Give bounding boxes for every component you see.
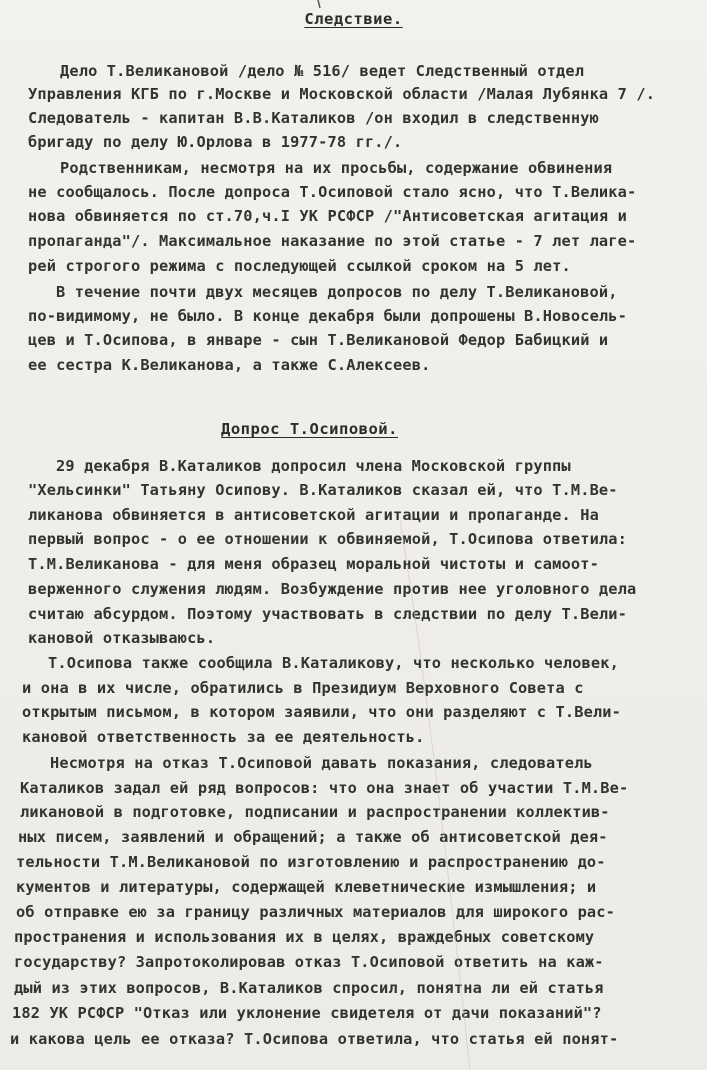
text-line: цев и Т.Осипова, в январе - сын Т.Великановой Федор Бабицкий и xyxy=(28,331,609,349)
text-line: кановой отказываюсь. xyxy=(28,629,216,647)
text-line: дый из этих вопросов, В.Каталиков спросил, понятна ли ей статья xyxy=(14,979,604,997)
text-line: пропаганда"/. Максимальное наказание по этой статье - 7 лет лаге- xyxy=(28,232,637,250)
text-line: и она в их числе, обратились в Президиум Верховного Совета с xyxy=(22,679,584,697)
text-line: считаю абсурдом. Поэтому участвовать в следствии по делу Т.Вели- xyxy=(28,605,628,623)
text-line: Т.Осипова также сообщила В.Каталикову, что несколько человек, xyxy=(48,654,619,672)
text-line: открытым письмом, в котором заявили, что они разделяют с Т.Вели- xyxy=(22,703,622,721)
text-line: ных писем, заявлений и обращений; а также об антисоветской дея- xyxy=(18,828,608,846)
text-line: ее сестра К.Великанова, а также С.Алексеев. xyxy=(28,356,431,374)
text-line: 182 УК РСФСР "Отказ или уклонение свидетеля от дачи показаний"? xyxy=(12,1004,602,1022)
text-line: В течение почти двух месяцев допросов по делу Т.Великановой, xyxy=(56,283,618,301)
text-line: пространения и использования их в целях, враждебных советскому xyxy=(14,928,595,946)
text-line: Дело Т.Великановой /дело № 516/ ведет Следственный отдел xyxy=(60,62,585,80)
text-line: Управления КГБ по г.Москве и Московской области /Малая Лубянка 7 /. xyxy=(28,85,656,103)
text-line: ликанова обвиняется в антисоветской агитации и пропаганде. На xyxy=(28,506,599,524)
text-line: ликановой в подготовке, подписании и распространении коллектив- xyxy=(20,803,610,821)
text-line: кументов и литературы, содержащей клеветнические измышления; и xyxy=(16,878,597,896)
section-heading-interrogation: Допрос Т.Осиповой. xyxy=(221,420,398,438)
text-line: Следователь - капитан В.В.Каталиков /он входил в следственную xyxy=(28,109,599,127)
text-line: 29 декабря В.Каталиков допросил члена Московской группы xyxy=(56,457,571,475)
text-line: "Хельсинки" Татьяну Осипову. В.Каталиков сказал ей, что Т.М.Ве- xyxy=(28,481,618,499)
text-line: и какова цель ее отказа? Т.Осипова ответила, что статья ей понят- xyxy=(10,1030,619,1048)
text-line: кановой ответственность за ее деятельность. xyxy=(22,728,425,746)
section-heading-investigation: Следствие. xyxy=(304,10,403,28)
text-line: об отправке ею за границу различных материалов для широкого рас- xyxy=(16,903,616,921)
text-line: Т.М.Великанова - для меня образец моральной чистоты и самоот- xyxy=(28,555,599,573)
text-line: государству? Запротоколировав отказ Т.Осиповой ответить на каж- xyxy=(14,953,604,971)
text-line: Родственникам, несмотря на их просьбы, содержание обвинения xyxy=(60,159,613,177)
text-line: Каталиков задал ей ряд вопросов: что она знает об участии Т.М.Ве- xyxy=(20,779,629,797)
text-line: по-видимому, не было. В конце декабря были допрошены В.Новосель- xyxy=(28,307,628,325)
text-line: рей строгого режима с последующей ссылкой сроком на 5 лет. xyxy=(28,257,571,275)
text-line: бригаду по делу Ю.Орлова в 1977-78 гг./. xyxy=(28,133,403,151)
text-line: Несмотря на отказ Т.Осиповой давать показания, следователь xyxy=(50,754,593,772)
text-line: нова обвиняется по ст.70,ч.I УК РСФСР /"Антисоветская агитация и xyxy=(28,207,628,225)
text-line: верженного служения людям. Возбуждение против нее уголовного дела xyxy=(28,580,637,598)
text-line: не сообщалось. После допроса Т.Осиповой стало ясно, что Т.Велика- xyxy=(28,183,637,201)
text-line: тельности Т.М.Великановой по изготовлению и распространению до- xyxy=(16,853,606,871)
text-line: первый вопрос - о ее отношении к обвиняемой, Т.Осипова ответила: xyxy=(28,530,628,548)
